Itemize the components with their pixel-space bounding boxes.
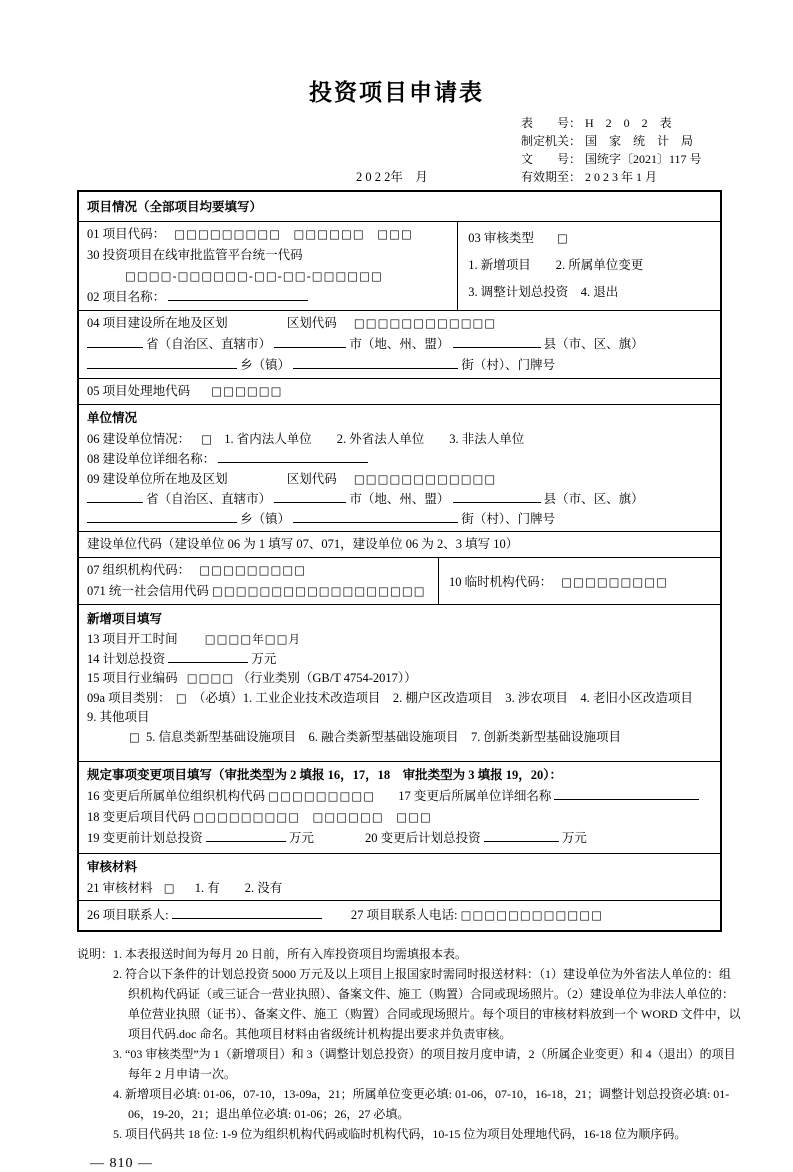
investment-after-blank[interactable] [484,829,559,842]
note-item-5: 5. 项目代码共 18 位: 1-9 位为组织机构代码或临时机构代码，10-15 位为项目处理地代码，16-18 位为顺序码。 [113,1127,687,1141]
unit-name-label: 08 建设单位详细名称： [87,452,216,466]
project-code-block [79,221,720,310]
notes-label: 说明： [77,947,114,961]
contact-phone-label: 27 项目联系人电话: [350,908,458,922]
unit-name-blank[interactable] [218,450,368,463]
review-type-label: 03 审核类型 [468,231,534,245]
division-code-label: 区划代码 [286,316,337,330]
county-blank[interactable] [453,335,541,348]
unit-city-blank[interactable] [274,490,346,503]
planned-investment-blank[interactable] [168,650,248,663]
form-table [77,190,722,932]
planned-investment-label: 14 计划总投资 [87,651,166,666]
changed-org-code-boxes[interactable]: □□□□□□□□□ [268,789,376,803]
form-meta [521,114,721,186]
page-title: 投资项目申请表 [309,80,484,105]
meta-value: 国 家 统 计 局 [585,134,694,148]
review-type-options-1: 1. 新增项目 2. 所属单位变更 [468,258,644,272]
province-blank[interactable] [87,335,143,348]
meta-valid-until [521,168,721,186]
project-code-cell [79,222,457,310]
credit-code-boxes[interactable]: □□□□□□□□□□□□□□□□□□ [212,584,426,598]
org-code-cell [79,558,438,604]
section-change [79,761,720,853]
start-time-boxes[interactable]: □□□□年□□月 [204,632,301,646]
investment-after-label: 20 变更后计划总投资 [365,831,481,845]
unit-status-checkbox[interactable]: □ [201,432,214,446]
notes-items [113,944,741,1144]
meta-issuing-agency [521,132,721,150]
changed-project-code-boxes[interactable]: □□□□□□□□□ □□□□□□ □□□ [193,810,432,824]
meta-label: 表 号： [521,116,582,130]
platform-code-label: 30 投资项目在线审批监管平台统一代码 [87,248,303,262]
meta-value: H 2 0 2 表 [585,116,672,130]
city-label: 市（地、州、盟） [349,492,450,506]
page-number: — 810 — [90,1156,153,1171]
contact-person-blank[interactable] [172,906,322,919]
project-location-cell [79,310,720,378]
investment-before-unit: 万元 [288,831,314,845]
start-time-label: 13 项目开工时间 [87,632,178,646]
notes-block [77,944,741,1144]
project-category-label: 09a 项目类别： [87,690,171,705]
changed-unit-name-label: 17 变更后所属单位详细名称 [398,789,552,803]
contact-person-label: 26 项目联系人: [87,908,169,922]
note-item-3: 3. “03 审核类型”为 1（新增项目）和 3（调整计划总投资）的项目按月度申请，2（所属企业变更）和 4（退出）的项目每年 2 月申请一次。 [113,1047,736,1081]
industry-code-suffix: （行业类别（GB/T 4754-2017）） [237,671,417,685]
note-item-4: 4. 新增项目必填: 01-06，07-10，13-09a，21；所属单位变更必填: 01-06，07-10，16-18，21；调整计划总投资必填: 01-06，19-20，21；退出单位必填: 01-06；26，27 必填。 [113,1087,730,1121]
investment-before-blank[interactable] [206,829,286,842]
processing-place-cell [79,378,720,404]
review-materials-options: 1. 有 2. 没有 [194,881,283,895]
province-label: 省（自治区、直辖市） [146,492,272,506]
section-review-head: 审核材料 [87,860,138,874]
temp-code-boxes[interactable]: □□□□□□□□□ [561,575,669,589]
county-label: 县（市、区、旗） [543,492,644,506]
unit-location-label: 09 建设单位所在地及区划 [87,472,228,486]
division-code-boxes[interactable]: □□□□□□□□□□□□ [353,316,497,330]
unit-town-blank[interactable] [87,510,237,523]
unit-county-blank[interactable] [453,490,541,503]
project-category-options-2: 5. 信息类新型基础设施项目 6. 融合类新型基础设施项目 7. 创新类新型基础设施项目 [146,729,622,744]
section-new-project-head: 新增项目填写 [87,612,163,626]
unit-province-blank[interactable] [87,490,143,503]
section-review [79,853,720,900]
town-label: 乡（镇） [240,358,291,372]
contact-cell [79,900,720,930]
temp-code-cell [438,558,720,604]
temp-code-label: 10 临时机构代码： [448,575,553,589]
meta-value: 2 0 2 3 年 1 月 [585,170,658,184]
platform-code-boxes[interactable]: □□□□-□□□□□□-□□-□□-□□□□□□ [125,269,383,283]
planned-investment-unit: 万元 [251,651,277,666]
investment-before-label: 19 变更前计划总投资 [87,831,203,845]
project-category-checkbox[interactable]: □ [175,690,188,705]
review-type-options-2: 3. 调整计划总投资 4. 退出 [468,285,619,299]
report-date-line: 2 0 2 2年 月 [356,170,428,184]
industry-code-boxes[interactable]: □□□□ [186,671,235,685]
city-label: 市（地、州、盟） [349,337,450,351]
processing-place-boxes[interactable]: □□□□□□ [211,384,283,398]
review-type-cell [457,222,720,310]
project-code-boxes[interactable]: □□□□□□□□□ □□□□□□ □□□ [174,227,413,241]
note-item-2: 2. 符合以下条件的计划总投资 5000 万元及以上项目上报国家时需同时报送材料：（1）建设单位为外省法人单位的：组织机构代码证（或三证合一营业执照）、备案文件、施工（购置）合同或现场照片。（2）建设单位为非法人单位的：单位营业执照（证书）、备案文件、施工（购置）合同或现场照片。每个项目的审核材料放到一个 WORD 文件中，以项目代码.doc 命名。其他项目材料由省级统计机构提出要求并负责审核。 [113,967,741,1041]
town-blank[interactable] [87,356,237,369]
project-location-label: 04 项目建设所在地及区划 [87,316,228,330]
review-type-checkbox[interactable]: □ [556,231,569,245]
unit-code-block [79,557,720,604]
project-name-blank[interactable] [168,288,308,301]
form-header [0,114,793,186]
section-project-head: 项目情况（全部项目均要填写） [87,200,263,214]
note-item-1: 1. 本表报送时间为每月 20 日前，所有入库投资项目均需填报本表。 [113,947,468,961]
project-category-checkbox-2[interactable]: □ [129,729,141,744]
changed-unit-name-blank[interactable] [554,787,699,800]
industry-code-label: 15 项目行业编码 [87,671,178,685]
section-unit-head: 单位情况 [87,411,138,425]
province-label: 省（自治区、直辖市） [146,337,272,351]
meta-label: 制定机关： [521,134,582,148]
changed-project-code-label: 18 变更后项目代码 [87,810,191,824]
unit-code-head: 建设单位代码（建设单位 06 为 1 填写 07、071，建设单位 06 为 2、3 填写 10） [79,531,720,557]
unit-status-options: 1. 省内法人单位 2. 外省法人单位 3. 非法人单位 [224,432,525,446]
contact-phone-boxes[interactable]: □□□□□□□□□□□□ [460,908,603,922]
meta-label: 有效期至： [521,170,582,184]
unit-status-label: 06 建设单位情况： [87,432,191,446]
changed-org-code-label: 16 变更后所属单位组织机构代码 [87,789,266,803]
review-materials-label: 21 审核材料 [87,881,153,895]
project-code-label: 01 项目代码： [87,227,166,241]
section-unit [79,404,720,531]
section-change-head: 规定事项变更项目填写（审批类型为 2 填报 16，17，18 审批类型为 3 填报 19，20）： [87,768,563,782]
city-blank[interactable] [274,335,346,348]
project-name-label: 02 项目名称： [87,290,166,304]
town-label: 乡（镇） [240,512,291,526]
review-materials-checkbox[interactable]: □ [163,881,176,895]
division-code-label: 区划代码 [286,472,337,486]
street-blank[interactable] [293,356,458,369]
unit-street-blank[interactable] [293,510,458,523]
unit-division-code-boxes[interactable]: □□□□□□□□□□□□ [353,472,497,486]
county-label: 县（市、区、旗） [543,337,644,351]
credit-code-label: 071 统一社会信用代码 [87,584,209,598]
street-label: 街（村）、门牌号 [461,358,556,372]
section-new-project [79,604,720,761]
org-code-boxes[interactable]: □□□□□□□□□ [199,563,307,577]
project-category-options-1: （必填）1. 工业企业技术改造项目 2. 棚户区改造项目 3. 涉农项目 4. 老旧小区改造项目 9. 其他项目 [87,690,706,724]
processing-place-label: 05 项目处理地代码 [87,384,191,398]
meta-label: 文 号： [521,152,582,166]
meta-value: 国统字〔2021〕117 号 [585,152,702,166]
org-code-label: 07 组织机构代码： [87,563,191,577]
meta-form-number [521,114,721,132]
meta-document-number [521,150,721,168]
street-label: 街（村）、门牌号 [461,512,556,526]
investment-after-unit: 万元 [561,831,587,845]
